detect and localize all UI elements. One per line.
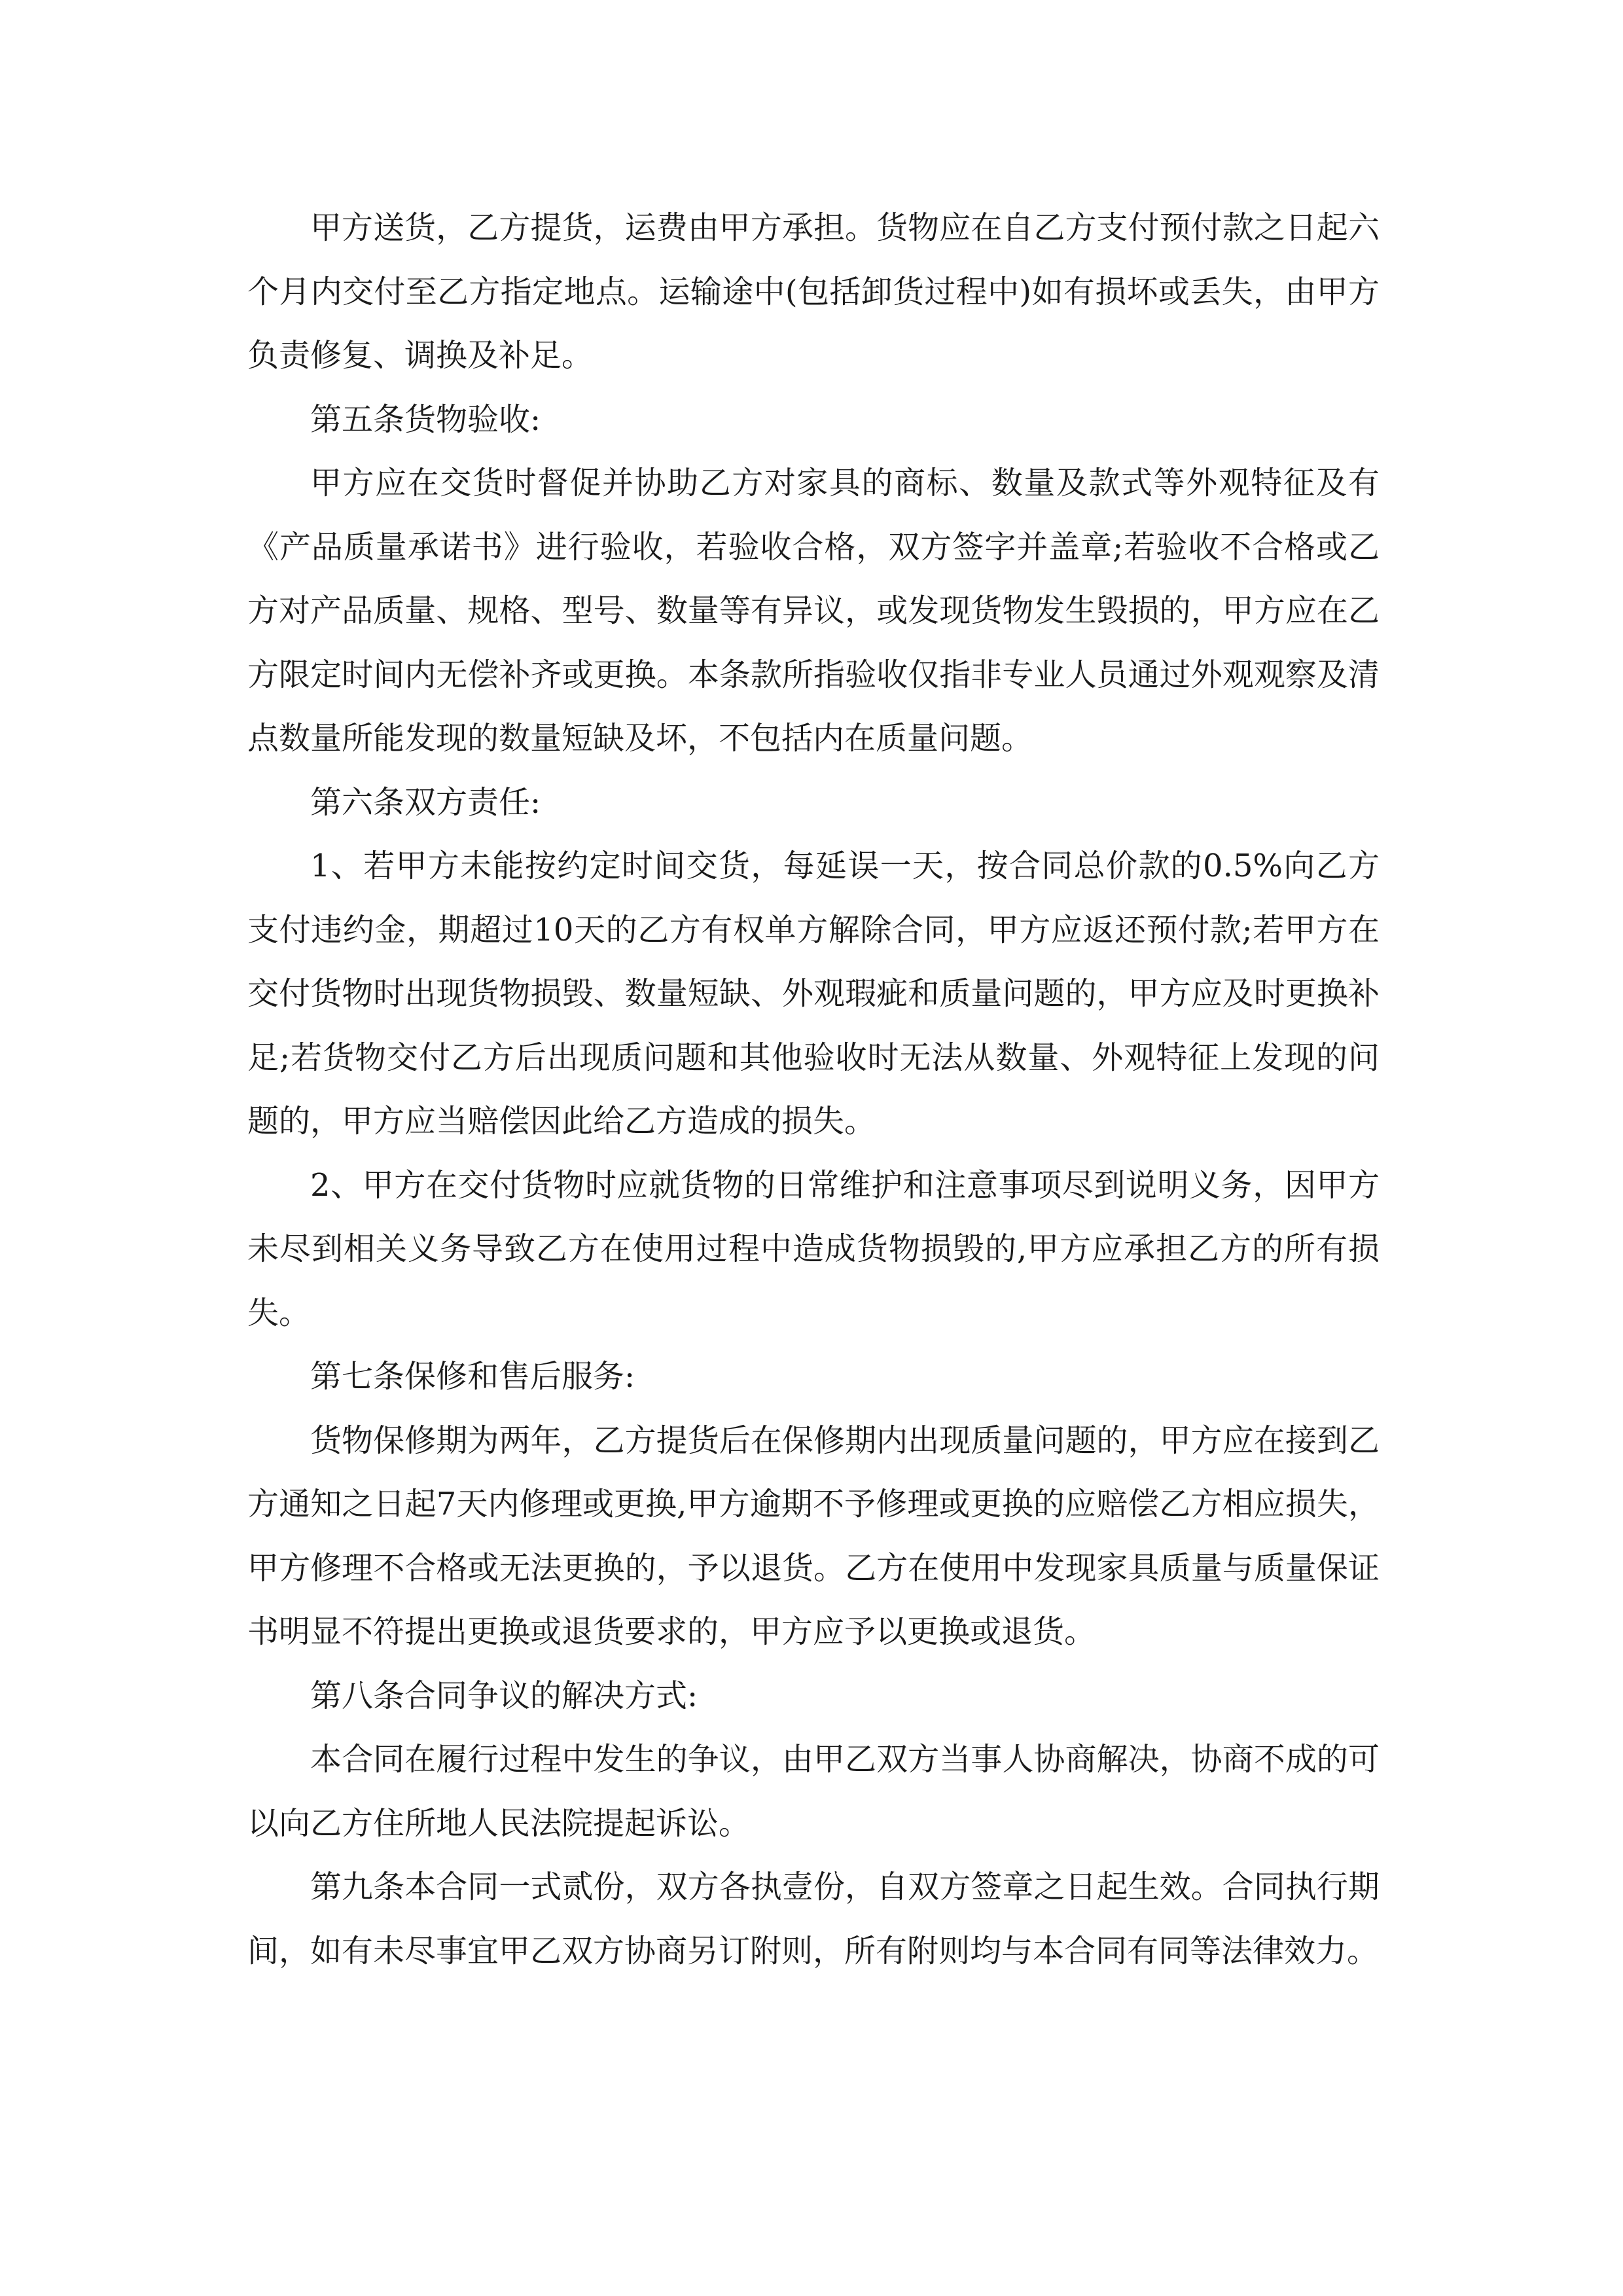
heading-article-8: 第八条合同争议的解决方式: xyxy=(310,1677,698,1714)
paragraph-liability-1: 1、若甲方未能按约定时间交货，每延误一天，按合同总价款的0.5%向乙方支付违约金，期超过10天的乙方有权单方解除合同，甲方应返还预付款;若甲方在交付货物时出现货物损毁、数量短缺、外观瑕疵和质量问题的，甲方应及时更换补足;若货物交付乙方后出现质问题和其他验收时无法从数量、外观特征上发现的问题的，甲方应当赔偿因此给乙方造成的损失。 xyxy=(247,848,1380,1139)
paragraph-acceptance: 甲方应在交货时督促并协助乙方对家具的商标、数量及款式等外观特征及有《产品质量承诺书》进行验收，若验收合格，双方签字并盖章;若验收不合格或乙方对产品质量、规格、型号、数量等有异议，或发现货物发生毁损的，甲方应在乙方限定时间内无偿补齐或更换。本条款所指验收仅指非专业人员通过外观观察及清点数量所能发现的数量短缺及坏，不包括内在质量问题。 xyxy=(247,465,1380,757)
heading-article-6: 第六条双方责任: xyxy=(310,783,541,821)
paragraph-delivery: 甲方送货，乙方提货，运费由甲方承担。货物应在自乙方支付预付款之日起六个月内交付至乙方指定地点。运输途中(包括卸货过程中)如有损坏或丢失，由甲方负责修复、调换及补足。 xyxy=(247,209,1380,374)
paragraph-liability-2: 2、甲方在交付货物时应就货物的日常维护和注意事项尽到说明义务，因甲方未尽到相关义务导致乙方在使用过程中造成货物损毁的,甲方应承担乙方的所有损失。 xyxy=(247,1166,1380,1331)
paragraph-dispute: 本合同在履行过程中发生的争议，由甲乙双方当事人协商解决，协商不成的可以向乙方住所地人民法院提起诉讼。 xyxy=(247,1741,1380,1842)
document-body xyxy=(247,196,1380,1983)
paragraph-article-9: 第九条本合同一式贰份，双方各执壹份，自双方签章之日起生效。合同执行期间，如有未尽事宜甲乙双方协商另订附则，所有附则均与本合同有同等法律效力。 xyxy=(247,1869,1380,1969)
heading-article-5: 第五条货物验收: xyxy=(310,401,541,438)
paragraph-warranty: 货物保修期为两年，乙方提货后在保修期内出现质量问题的，甲方应在接到乙方通知之日起7天内修理或更换,甲方逾期不予修理或更换的应赔偿乙方相应损失，甲方修理不合格或无法更换的，予以退货。乙方在使用中发现家具质量与质量保证书明显不符提出更换或退货要求的，甲方应予以更换或退货。 xyxy=(247,1422,1380,1650)
heading-article-7: 第七条保修和售后服务: xyxy=(310,1358,635,1395)
